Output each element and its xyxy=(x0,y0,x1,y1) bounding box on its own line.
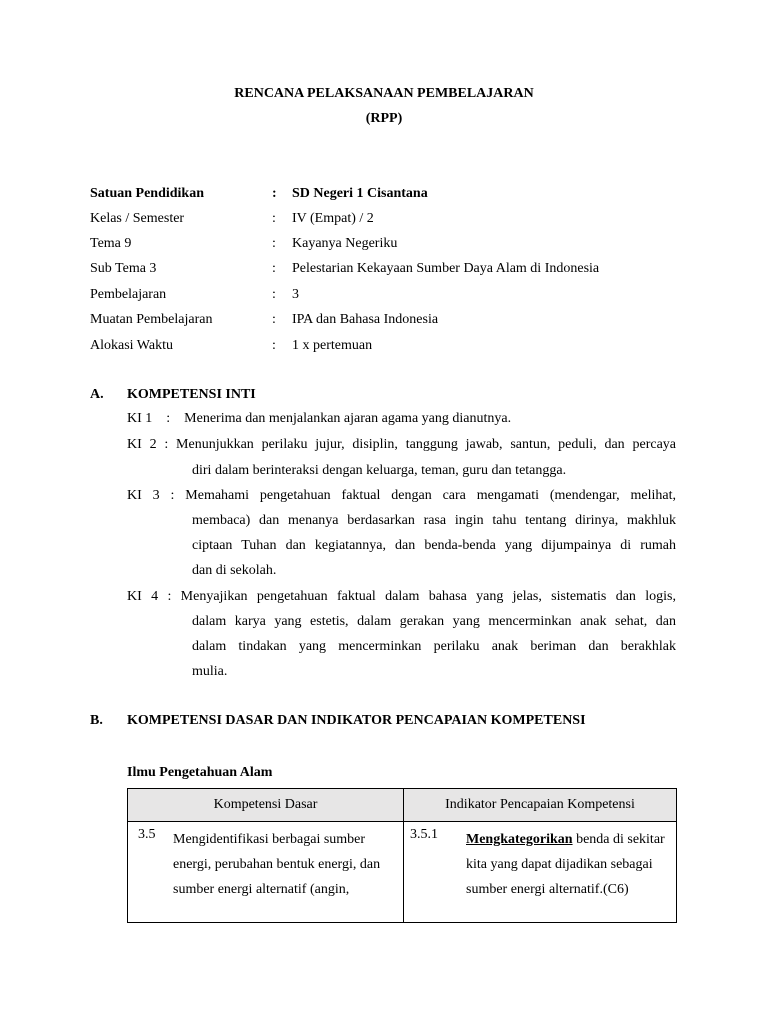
kd-table xyxy=(127,788,677,923)
identity-value: IPA dan Bahasa Indonesia xyxy=(292,312,439,327)
kd-number: 3.5 xyxy=(138,827,156,842)
table-header-row xyxy=(128,789,677,822)
identity-colon: : xyxy=(272,236,276,251)
kd-text: Mengidentifikasi berbagai sumber energi, perubahan bentuk energi, dan sumber energi alternatif (angin, xyxy=(173,832,381,897)
section-b-title: KOMPETENSI DASAR DAN INDIKATOR PENCAPAIAN KOMPETENSI xyxy=(127,713,586,728)
identity-label: Pembelajaran xyxy=(90,287,167,302)
kd-cell xyxy=(128,822,404,923)
ki4-line3: dalam tindakan yang mencerminkan perilaku anak beriman dan berakhlak xyxy=(192,639,676,654)
identity-colon: : xyxy=(272,287,276,302)
section-a-letter: A. xyxy=(90,387,104,402)
ki2-line2: diri dalam berinteraksi dengan keluarga, teman, guru dan tetangga. xyxy=(192,463,567,478)
document-subtitle: (RPP) xyxy=(365,111,403,126)
section-a-title: KOMPETENSI INTI xyxy=(127,387,256,402)
indicator-text-block xyxy=(466,827,676,902)
identity-value: SD Negeri 1 Cisantana xyxy=(292,186,428,201)
identity-value: IV (Empat) / 2 xyxy=(292,211,374,226)
indicator-text: benda di sekitar kita yang dapat dijadikan sebagai sumber energi alternatif.(C6) xyxy=(466,832,665,897)
identity-label: Alokasi Waktu xyxy=(90,338,173,353)
ki2-line1: KI 2 : Menunjukkan perilaku jujur, disiplin, tanggung jawab, santun, peduli, dan percaya xyxy=(127,437,676,452)
identity-label: Muatan Pembelajaran xyxy=(90,312,213,327)
ki1-text: KI 1 : Menerima dan menjalankan ajaran agama yang dianutnya. xyxy=(127,411,512,426)
ki4-line1: KI 4 : Menyajikan pengetahuan faktual dalam bahasa yang jelas, sistematis dan logis, xyxy=(127,589,676,604)
ki3-line4: dan di sekolah. xyxy=(192,563,277,578)
header-indikator: Indikator Pencapaian Kompetensi xyxy=(404,789,677,822)
table-row xyxy=(128,822,677,923)
identity-label: Satuan Pendidikan xyxy=(90,186,204,201)
document-title: RENCANA PELAKSANAAN PEMBELAJARAN xyxy=(234,86,534,101)
subject-heading: Ilmu Pengetahuan Alam xyxy=(127,765,273,780)
identity-row-sub-tema xyxy=(90,258,690,280)
identity-colon: : xyxy=(272,186,277,201)
ki3-line3: ciptaan Tuhan dan kegiatannya, dan benda-benda yang dijumpainya di rumah xyxy=(192,538,676,553)
identity-value: 3 xyxy=(292,287,299,302)
identity-row-muatan-pembelajaran xyxy=(90,309,690,331)
identity-row-satuan-pendidikan xyxy=(90,183,690,205)
identity-colon: : xyxy=(272,261,276,276)
identity-row-tema xyxy=(90,233,690,255)
ki4-line4: mulia. xyxy=(192,664,228,679)
identity-value: Kayanya Negeriku xyxy=(292,236,398,251)
header-kompetensi-dasar: Kompetensi Dasar xyxy=(128,789,404,822)
identity-row-alokasi-waktu xyxy=(90,335,690,357)
ki3-line1: KI 3 : Memahami pengetahuan faktual dengan cara mengamati (mendengar, melihat, xyxy=(127,488,676,503)
identity-colon: : xyxy=(272,211,276,226)
indicator-number: 3.5.1 xyxy=(410,827,438,842)
identity-label: Sub Tema 3 xyxy=(90,261,157,276)
identity-colon: : xyxy=(272,312,276,327)
indicator-cell xyxy=(404,822,677,923)
identity-value: 1 x pertemuan xyxy=(292,338,373,353)
identity-value: Pelestarian Kekayaan Sumber Daya Alam di Indonesia xyxy=(292,261,600,276)
ki4-line2: dalam karya yang estetis, dalam gerakan yang mencerminkan anak sehat, dan xyxy=(192,614,676,629)
identity-label: Kelas / Semester xyxy=(90,211,185,226)
indicator-keyword: Mengkategorikan xyxy=(466,832,573,847)
section-b-letter: B. xyxy=(90,713,103,728)
identity-label: Tema 9 xyxy=(90,236,132,251)
identity-colon: : xyxy=(272,338,276,353)
identity-row-kelas-semester xyxy=(90,208,690,230)
ki3-line2: membaca) dan menanya berdasarkan rasa ingin tahu tentang dirinya, makhluk xyxy=(192,513,676,528)
identity-row-pembelajaran xyxy=(90,284,690,306)
